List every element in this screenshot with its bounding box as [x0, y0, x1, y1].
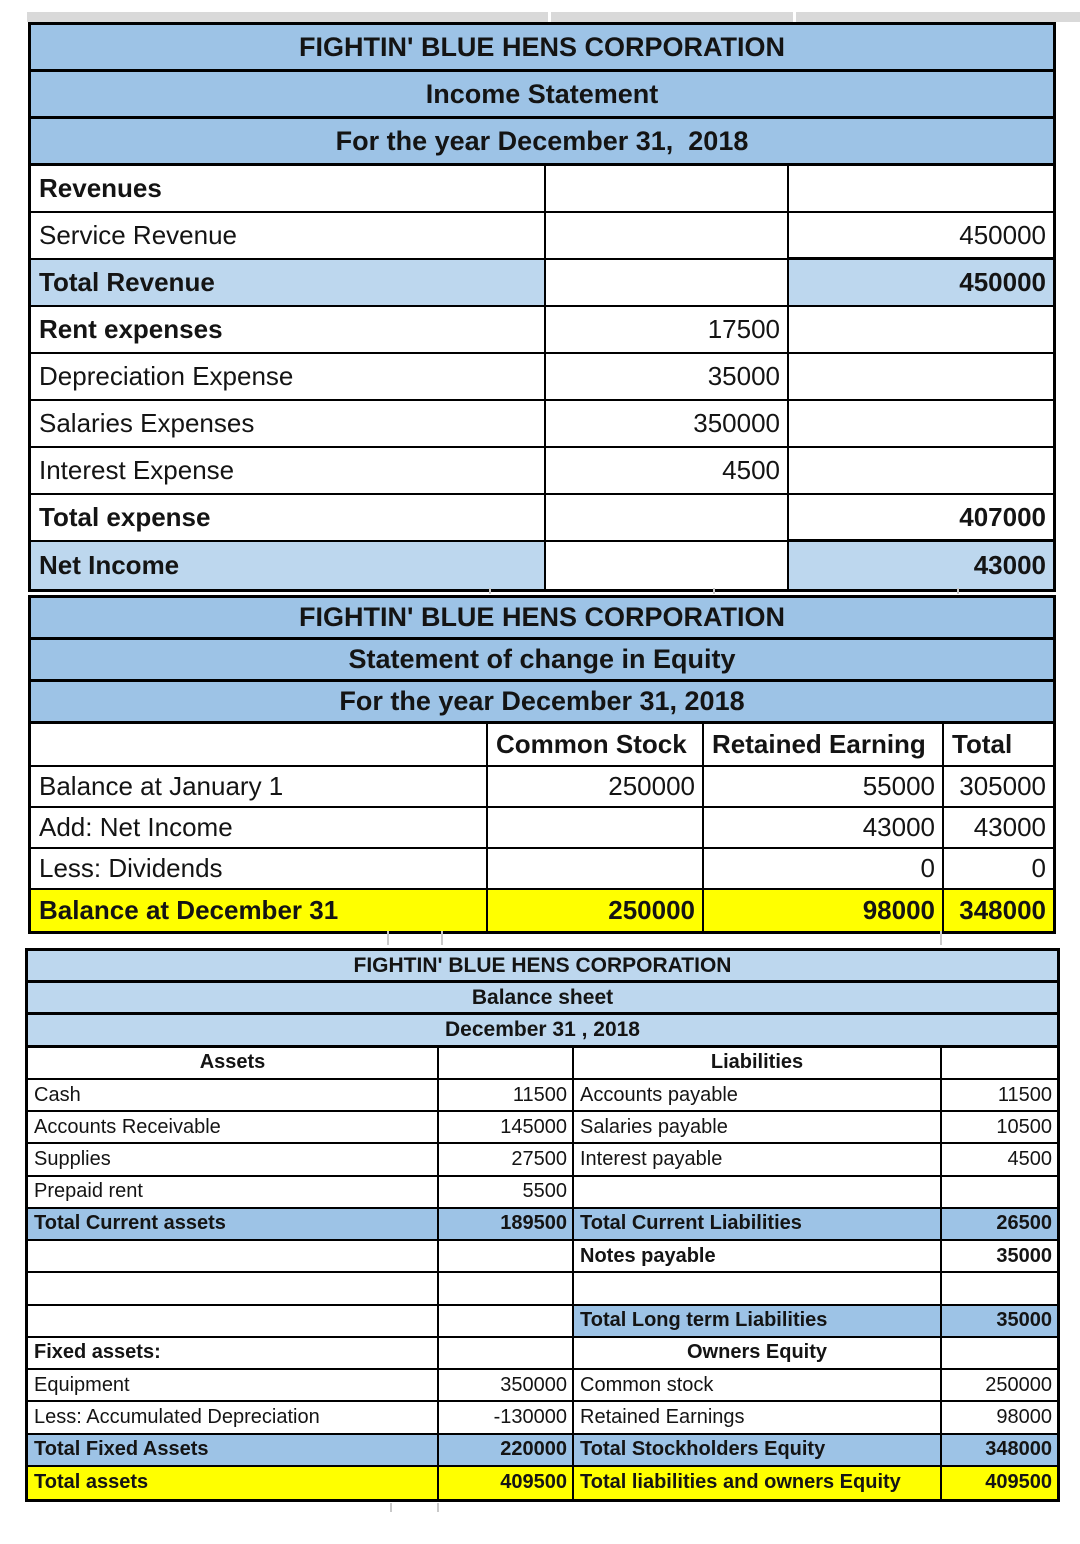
common-stock-cell[interactable]: 250000 [488, 767, 704, 808]
liability-value-cell[interactable]: 11500 [942, 1080, 1057, 1112]
table-row [31, 682, 1053, 724]
total-cell[interactable] [789, 401, 1053, 448]
liabilities-header-cell[interactable]: Liabilities [574, 1048, 942, 1080]
asset-label-cell[interactable]: Total Fixed Assets [28, 1435, 439, 1467]
label-cell[interactable]: Less: Dividends [31, 849, 488, 890]
table-row [28, 1080, 1057, 1112]
gridline-stub [957, 588, 959, 594]
liability-label-cell[interactable]: Common stock [574, 1370, 942, 1402]
owners-equity-header-cell[interactable]: Owners Equity [574, 1338, 942, 1370]
asset-label-cell[interactable]: Equipment [28, 1370, 439, 1402]
label-cell[interactable]: Net Income [31, 542, 546, 589]
statement-title-cell[interactable]: Income Statement [31, 72, 1053, 119]
gridline-stub [441, 931, 443, 945]
period-title-cell[interactable]: December 31 , 2018 [28, 1015, 1057, 1047]
asset-label-cell[interactable]: Total Current assets [28, 1209, 439, 1241]
gridline-gap [548, 12, 551, 22]
liability-value-cell[interactable]: 10500 [942, 1112, 1057, 1144]
column-header-total[interactable]: Total [944, 724, 1053, 767]
asset-value-cell[interactable]: 27500 [439, 1144, 574, 1176]
asset-label-cell[interactable]: Fixed assets: [28, 1338, 439, 1370]
company-title-cell[interactable]: FIGHTIN' BLUE HENS CORPORATION [31, 598, 1053, 640]
asset-value-cell[interactable]: 5500 [439, 1177, 574, 1209]
label-cell[interactable]: Total Revenue [31, 260, 546, 307]
asset-label-cell[interactable] [28, 1241, 439, 1273]
income-statement-table [28, 22, 1056, 592]
table-row [31, 542, 1053, 589]
retained-earning-cell[interactable]: 98000 [704, 890, 944, 931]
liability-label-cell[interactable]: Notes payable [574, 1241, 942, 1273]
total-cell[interactable]: 43000 [944, 808, 1053, 849]
asset-value-cell[interactable]: -130000 [439, 1402, 574, 1434]
asset-value-cell[interactable] [439, 1241, 574, 1273]
table-row [31, 72, 1053, 119]
total-cell[interactable]: 348000 [944, 890, 1053, 931]
amount-cell[interactable]: 350000 [546, 401, 789, 448]
common-stock-cell[interactable]: 250000 [488, 890, 704, 931]
gridline-stub [437, 1503, 439, 1512]
total-cell[interactable]: 0 [944, 849, 1053, 890]
table-row [31, 808, 1053, 849]
gridline-stub [489, 588, 491, 594]
asset-label-cell[interactable]: Accounts Receivable [28, 1112, 439, 1144]
table-row [28, 1112, 1057, 1144]
company-title-cell[interactable]: FIGHTIN' BLUE HENS CORPORATION [31, 25, 1053, 72]
asset-value-cell[interactable] [439, 1273, 574, 1305]
asset-label-cell[interactable] [28, 1273, 439, 1305]
label-cell[interactable]: Interest Expense [31, 448, 546, 495]
table-row [28, 1177, 1057, 1209]
liability-label-cell[interactable]: Total Long term Liabilities [574, 1306, 942, 1338]
total-cell[interactable]: 450000 [789, 213, 1053, 260]
table-row [31, 640, 1053, 682]
liability-value-cell[interactable]: 250000 [942, 1370, 1057, 1402]
table-row [28, 1144, 1057, 1176]
total-cell[interactable]: 450000 [789, 260, 1053, 307]
retained-earning-cell[interactable]: 0 [704, 849, 944, 890]
label-cell[interactable]: Revenues [31, 166, 546, 213]
equity-statement-table [28, 595, 1056, 934]
label-cell[interactable]: Balance at December 31 [31, 890, 488, 931]
amount-cell[interactable] [546, 542, 789, 589]
period-title-cell[interactable]: For the year December 31, 2018 [31, 119, 1053, 166]
table-row [31, 213, 1053, 260]
liability-value-cell[interactable]: 348000 [942, 1435, 1057, 1467]
table-row [28, 1402, 1057, 1434]
liability-label-cell[interactable]: Retained Earnings [574, 1402, 942, 1434]
label-cell[interactable]: Service Revenue [31, 213, 546, 260]
liability-value-cell[interactable]: 98000 [942, 1402, 1057, 1434]
table-row [28, 1209, 1057, 1241]
asset-label-cell[interactable] [28, 1306, 439, 1338]
gridline-stub [387, 931, 389, 945]
common-stock-cell[interactable] [488, 849, 704, 890]
statement-title-cell[interactable]: Balance sheet [28, 983, 1057, 1015]
table-row [31, 166, 1053, 213]
asset-value-cell[interactable]: 189500 [439, 1209, 574, 1241]
liability-value-cell[interactable]: 409500 [942, 1467, 1057, 1499]
company-title-cell[interactable]: FIGHTIN' BLUE HENS CORPORATION [28, 951, 1057, 983]
total-cell[interactable] [789, 307, 1053, 354]
table-row [28, 1241, 1057, 1273]
table-row [28, 1015, 1057, 1047]
partial-row-strip [27, 12, 1080, 22]
table-row [28, 1435, 1057, 1467]
table-row [31, 119, 1053, 166]
retained-earning-cell[interactable]: 43000 [704, 808, 944, 849]
table-row [31, 767, 1053, 808]
asset-value-cell[interactable]: 145000 [439, 1112, 574, 1144]
column-header-common-stock[interactable]: Common Stock [488, 724, 704, 767]
balance-sheet-table [25, 948, 1060, 1502]
liability-value-cell[interactable] [942, 1338, 1057, 1370]
common-stock-cell[interactable] [488, 808, 704, 849]
asset-label-cell[interactable]: Prepaid rent [28, 1177, 439, 1209]
total-cell[interactable]: 305000 [944, 767, 1053, 808]
table-row [28, 1273, 1057, 1305]
table-row [31, 495, 1053, 542]
table-row [31, 724, 1053, 767]
asset-value-cell[interactable] [439, 1306, 574, 1338]
asset-value-cell[interactable] [439, 1338, 574, 1370]
liability-label-cell[interactable]: Total Current Liabilities [574, 1209, 942, 1241]
gridline-gap [793, 12, 796, 22]
label-cell[interactable]: Rent expenses [31, 307, 546, 354]
liability-value-cell[interactable] [942, 1177, 1057, 1209]
period-title-cell[interactable]: For the year December 31, 2018 [31, 682, 1053, 724]
table-row [31, 448, 1053, 495]
liability-label-cell[interactable]: Total liabilities and owners Equity [574, 1467, 942, 1499]
table-row [31, 849, 1053, 890]
total-cell[interactable]: 407000 [789, 495, 1053, 542]
liability-value-cell[interactable]: 35000 [942, 1306, 1057, 1338]
table-row [28, 1370, 1057, 1402]
header-spacer-cell[interactable] [31, 724, 488, 767]
asset-label-cell[interactable]: Supplies [28, 1144, 439, 1176]
gridline-stub [390, 1503, 392, 1512]
liability-label-cell[interactable]: Interest payable [574, 1144, 942, 1176]
liability-label-cell[interactable]: Salaries payable [574, 1112, 942, 1144]
total-cell[interactable] [789, 354, 1053, 401]
asset-label-cell[interactable]: Cash [28, 1080, 439, 1112]
label-cell[interactable]: Depreciation Expense [31, 354, 546, 401]
gridline-stub [713, 588, 715, 594]
label-cell[interactable]: Total expense [31, 495, 546, 542]
asset-value-cell[interactable]: 220000 [439, 1435, 574, 1467]
table-row [28, 951, 1057, 983]
amount-cell[interactable] [546, 260, 789, 307]
asset-value-cell[interactable] [439, 1048, 574, 1080]
amount-cell[interactable] [546, 166, 789, 213]
liability-label-cell[interactable]: Total Stockholders Equity [574, 1435, 942, 1467]
amount-cell[interactable]: 17500 [546, 307, 789, 354]
label-cell[interactable]: Salaries Expenses [31, 401, 546, 448]
asset-value-cell[interactable]: 11500 [439, 1080, 574, 1112]
table-row [28, 983, 1057, 1015]
table-row [31, 25, 1053, 72]
amount-cell[interactable]: 35000 [546, 354, 789, 401]
table-row [28, 1338, 1057, 1370]
liability-value-cell[interactable]: 4500 [942, 1144, 1057, 1176]
total-cell[interactable] [789, 166, 1053, 213]
total-cell[interactable]: 43000 [789, 542, 1053, 589]
asset-value-cell[interactable]: 350000 [439, 1370, 574, 1402]
liability-value-cell[interactable] [942, 1273, 1057, 1305]
table-row [28, 1467, 1057, 1499]
liability-value-cell[interactable]: 26500 [942, 1209, 1057, 1241]
asset-label-cell[interactable]: Total assets [28, 1467, 439, 1499]
amount-cell[interactable] [546, 495, 789, 542]
amount-cell[interactable] [546, 213, 789, 260]
label-cell[interactable]: Add: Net Income [31, 808, 488, 849]
table-row [31, 401, 1053, 448]
amount-cell[interactable]: 4500 [546, 448, 789, 495]
table-row [28, 1306, 1057, 1338]
assets-header-cell[interactable]: Assets [28, 1048, 439, 1080]
retained-earning-cell[interactable]: 55000 [704, 767, 944, 808]
asset-value-cell[interactable]: 409500 [439, 1467, 574, 1499]
liability-label-cell[interactable] [574, 1273, 942, 1305]
total-cell[interactable] [789, 448, 1053, 495]
liability-value-cell[interactable] [942, 1048, 1057, 1080]
table-row [28, 1048, 1057, 1080]
asset-label-cell[interactable]: Less: Accumulated Depreciation [28, 1402, 439, 1434]
table-row [31, 307, 1053, 354]
liability-value-cell[interactable]: 35000 [942, 1241, 1057, 1273]
liability-label-cell[interactable] [574, 1177, 942, 1209]
table-row [31, 354, 1053, 401]
table-row [31, 890, 1053, 931]
liability-label-cell[interactable]: Accounts payable [574, 1080, 942, 1112]
table-row [31, 260, 1053, 307]
statement-title-cell[interactable]: Statement of change in Equity [31, 640, 1053, 682]
table-row [31, 598, 1053, 640]
label-cell[interactable]: Balance at January 1 [31, 767, 488, 808]
gridline-stub [940, 931, 942, 945]
column-header-retained-earning[interactable]: Retained Earning [704, 724, 944, 767]
